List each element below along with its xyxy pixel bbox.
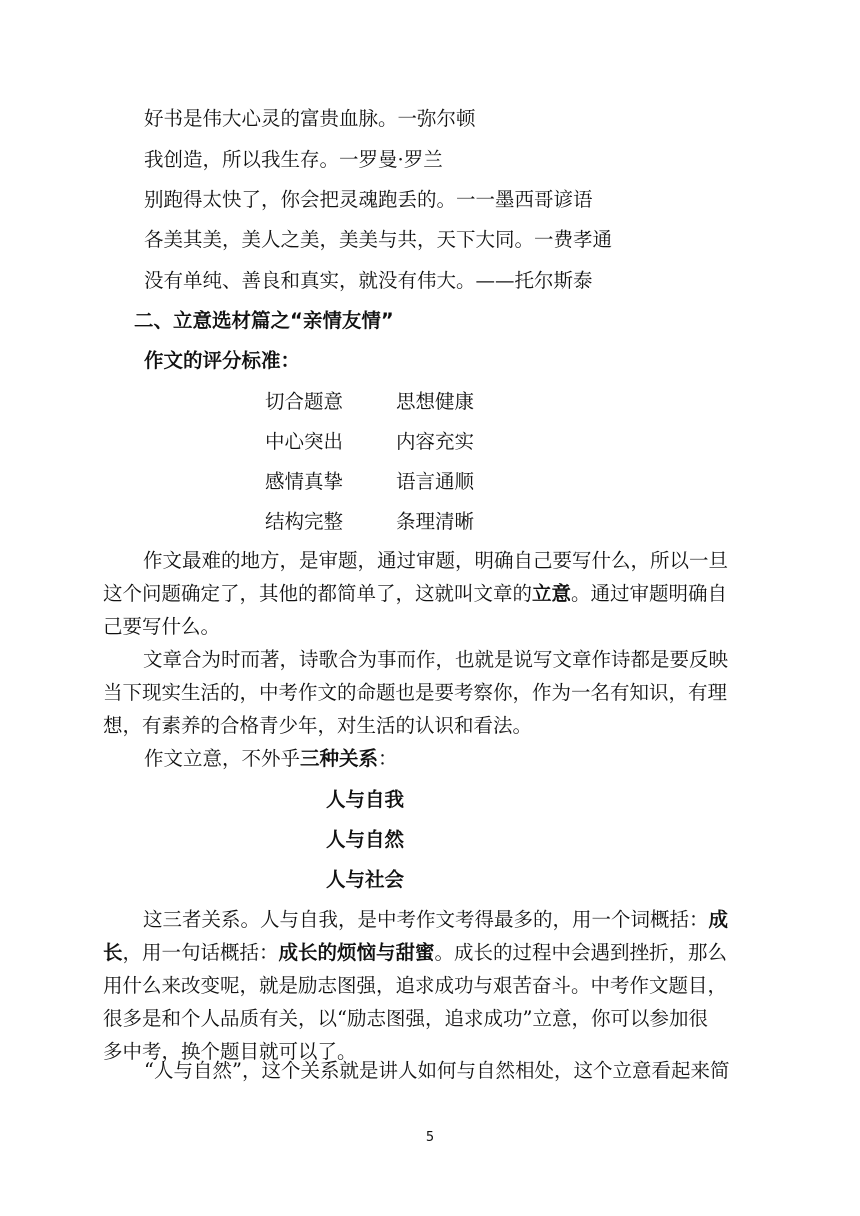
relation-item: 人与自然 [326, 828, 405, 851]
relation-item: 人与自我 [326, 788, 405, 811]
criteria-item: 思想健康 [396, 390, 475, 413]
text-span: 。成长的过程中会遇到挫折，那么 [434, 941, 728, 964]
quote-line: 各美其美，美人之美，美美与共，天下大同。一费孝通 [144, 228, 613, 251]
section-heading: 二、立意选材篇之“亲情友情” [134, 309, 394, 332]
paragraph-5: “人与自然”，这个关系就是讲人如何与自然相处，这个立意看起来简 [144, 1059, 730, 1082]
emphasis-text: 三种关系 [300, 747, 379, 770]
criteria-item: 条理清晰 [396, 510, 475, 533]
paragraph-2 [103, 643, 759, 742]
paragraph-line [103, 577, 759, 610]
quote-line: 没有单纯、善良和真实，就没有伟大。——托尔斯泰 [144, 269, 593, 292]
paragraph-line [103, 903, 759, 936]
paragraph-line: 作文最难的地方，是审题，通过审题，明确自己要写什么，所以一旦 [143, 549, 729, 572]
text-span: 。通过审题明确自 [571, 582, 728, 605]
quote-line: 好书是伟大心灵的富贵血脉。一弥尔顿 [144, 107, 476, 130]
text-span: 这三者关系。人与自我，是中考作文考得最多的，用一个词概括： [143, 908, 709, 931]
paragraph-line: 很多是和个人品质有关，以“励志图强，追求成功”立意，你可以参加很 [103, 1007, 708, 1030]
paragraph-line: 用什么来改变呢，就是励志图强，追求成功与艰苦奋斗。中考作文题目， [103, 974, 728, 997]
paragraph-3 [144, 746, 398, 772]
paragraph-line: 当下现实生活的，中考作文的命题也是要考察你，作为一名有知识，有理 [103, 681, 728, 704]
quote-line: 别跑得太快了，你会把灵魂跑丢的。一一墨西哥谚语 [144, 188, 593, 211]
text-span: ，用一句话概括： [122, 941, 279, 964]
paragraph-line [103, 936, 759, 969]
relation-item: 人与社会 [326, 868, 405, 891]
paragraph-line: 文章合为时而著，诗歌合为事而作，也就是说写文章作诗都是要反映 [143, 648, 729, 671]
text-span: 作文立意，不外乎 [144, 747, 301, 770]
criteria-item: 中心突出 [265, 430, 344, 453]
criteria-item: 语言通顺 [396, 470, 475, 493]
emphasis-text: 长 [103, 941, 123, 964]
paragraph-line: 多中考，换个题目就可以了。 [103, 1040, 357, 1063]
emphasis-text: 成 [708, 908, 729, 931]
paragraph-line: 己要写什么。 [103, 615, 221, 638]
criteria-item: 结构完整 [265, 510, 344, 533]
criteria-item: 切合题意 [265, 390, 344, 413]
text-span: 这个问题确定了，其他的都简单了，这就叫文章的 [103, 582, 533, 605]
criteria-item: 内容充实 [396, 430, 475, 453]
paragraph-1 [103, 544, 759, 643]
criteria-heading: 作文的评分标准： [144, 349, 301, 372]
criteria-item: 感情真挚 [265, 470, 344, 493]
text-span: ： [378, 747, 398, 770]
emphasis-text: 成长的烦恼与甜蜜 [278, 941, 435, 964]
emphasis-text: 立意 [532, 582, 572, 605]
paragraph-4 [103, 903, 759, 1068]
paragraph-line: 想，有素养的合格青少年，对生活的认识和看法。 [103, 714, 533, 737]
page-number: 5 [425, 1130, 435, 1145]
quote-line: 我创造，所以我生存。一罗曼·罗兰 [144, 148, 443, 171]
